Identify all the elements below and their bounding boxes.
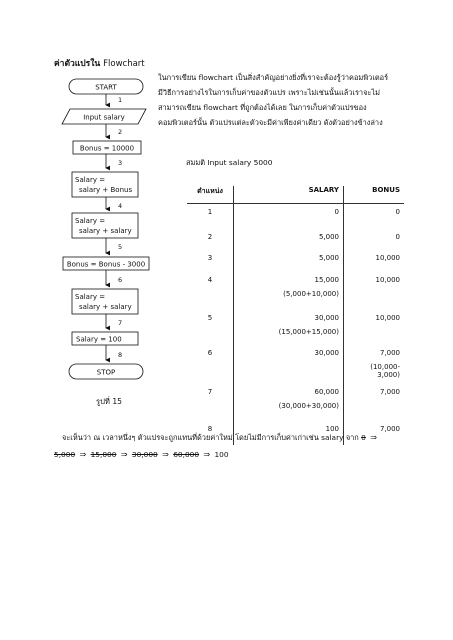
salary-note: (30,000+30,000) [278, 402, 339, 410]
bonus-value: 10,000 [375, 314, 400, 322]
table-row [187, 250, 404, 272]
figure-caption: รูปที่ 15 [96, 397, 122, 406]
sequence-value: 5,000 [54, 450, 76, 459]
bonus-value: 7,000 [379, 388, 400, 396]
salary-plus-salary-1-line1: Salary = [75, 217, 106, 225]
section-heading-thai: ค่าตัวแปรใน [54, 59, 101, 69]
cell-position: 6 [187, 345, 234, 384]
paragraph-line: คอมพิวเตอร์นั้น ตัวแปรแต่ละตัวจะมีค่าเพียงค่าเดียว ดังตัวอย่างข้างล่าง [158, 118, 383, 127]
bonus-value: 7,000 [379, 349, 400, 357]
cell-position: 2 [187, 229, 234, 250]
bonus-minus-label: Bonus = Bonus - 3000 [66, 260, 146, 269]
salary-plus-bonus-line1: Salary = [75, 176, 106, 184]
cell-bonus [344, 310, 405, 345]
arrow-icon: ⇒ [79, 450, 87, 459]
salary-value: 100 [325, 425, 339, 433]
step-number: 5 [118, 243, 123, 251]
table-row [187, 310, 404, 345]
header-position: ตำแหน่ง [187, 186, 234, 204]
sequence-value: 60,000 [173, 450, 200, 459]
arrow-icon: ⇒ [370, 433, 377, 442]
cell-position: 7 [187, 384, 234, 421]
stop-label: STOP [96, 368, 116, 377]
bonus-value: 7,000 [379, 425, 400, 433]
table-row [187, 384, 404, 421]
salary-value: 5,000 [318, 233, 339, 241]
step-number: 4 [118, 202, 123, 210]
section-heading-en: Flowchart [103, 59, 145, 69]
table-row [187, 345, 404, 384]
salary-plus-salary-2-line2: salary + salary [79, 303, 132, 311]
paragraph-line: สามารถเขียน flowchart ที่ถูกต้องได้เลย ในการเก็บค่าตัวแปรของ [158, 103, 367, 112]
sequence-value: 30,000 [131, 450, 158, 459]
flowchart-diagram [0, 0, 180, 400]
cell-salary [234, 229, 344, 250]
step-number: 7 [118, 319, 123, 327]
salary-value: 30,000 [314, 349, 339, 357]
input-label: Input salary [83, 113, 125, 122]
bonus-note: (10,000-3,000) [370, 363, 400, 379]
header-bonus: BONUS [344, 186, 405, 204]
cell-salary [234, 345, 344, 384]
summary-line-2 [54, 450, 229, 459]
start-label: START [95, 83, 117, 92]
paragraph-line: มีวิธีการอย่างไรในการเก็บค่าของตัวแปร เพราะไม่เช่นนั้นแล้วเราจะไม่ [158, 88, 380, 97]
step-number: 1 [118, 96, 123, 104]
assumption-text: สมมติ Input salary 5000 [186, 158, 273, 167]
cell-bonus [344, 345, 405, 384]
salary-plus-salary-2-line1: Salary = [75, 293, 106, 301]
arrow-icon: ⇒ [203, 450, 211, 459]
salary-plus-salary-1-line2: salary + salary [79, 227, 132, 235]
variable-table [187, 186, 404, 445]
cell-position: 8 [187, 421, 234, 445]
table-row [187, 204, 404, 230]
table-row [187, 229, 404, 250]
sequence-value: 0 [361, 433, 366, 442]
step-number: 8 [118, 351, 123, 359]
cell-bonus [344, 229, 405, 250]
cell-position: 3 [187, 250, 234, 272]
bonus-value: 10,000 [375, 254, 400, 262]
cell-salary [234, 272, 344, 310]
cell-bonus [344, 250, 405, 272]
sequence-value: 15,000 [90, 450, 117, 459]
step-number: 2 [118, 128, 123, 136]
cell-salary [234, 310, 344, 345]
bonus-value: 0 [395, 233, 400, 241]
table-header-row [187, 186, 404, 204]
bonus-value: 10,000 [375, 276, 400, 284]
summary-line-1 [62, 432, 379, 444]
arrow-icon: ⇒ [162, 450, 169, 459]
salary-note: (5,000+10,000) [283, 290, 339, 298]
summary-text: จะเห็นว่า ณ เวลาหนึ่งๆ ตัวแปรจะถูกแทนที่ด้วยค่าใหม่ โดยไม่มีการเก็บค่าเก่าเช่น salary จาก [62, 433, 359, 442]
cell-bonus [344, 384, 405, 421]
cell-salary [234, 204, 344, 230]
intro-paragraph [158, 70, 398, 130]
step-number: 3 [118, 159, 123, 167]
salary-value: 0 [334, 208, 339, 216]
cell-bonus [344, 204, 405, 230]
cell-bonus [344, 272, 405, 310]
cell-salary [234, 250, 344, 272]
table-row [187, 272, 404, 310]
cell-salary [234, 384, 344, 421]
step-number: 6 [118, 276, 123, 284]
cell-position: 4 [187, 272, 234, 310]
sequence-value: 100 [214, 450, 229, 459]
salary-value: 5,000 [318, 254, 339, 262]
salary-value: 30,000 [314, 314, 339, 322]
salary-note: (15,000+15,000) [278, 328, 339, 336]
paragraph-line: ในการเขียน flowchart เป็นสิ่งสำคัญอย่างยิ่งที่เราจะต้องรู้ว่าคอมพิวเตอร์ [158, 73, 389, 82]
bonus-assign-label: Bonus = 10000 [79, 144, 135, 153]
salary-value: 60,000 [314, 388, 339, 396]
bonus-value: 0 [395, 208, 400, 216]
arrow-icon: ⇒ [120, 450, 128, 459]
header-salary: SALARY [234, 186, 344, 204]
salary-plus-bonus-line2: salary + Bonus [79, 186, 133, 194]
cell-position: 1 [187, 204, 234, 230]
salary-value: 15,000 [314, 276, 339, 284]
cell-position: 5 [187, 310, 234, 345]
salary-100-label: Salary = 100 [76, 335, 122, 344]
